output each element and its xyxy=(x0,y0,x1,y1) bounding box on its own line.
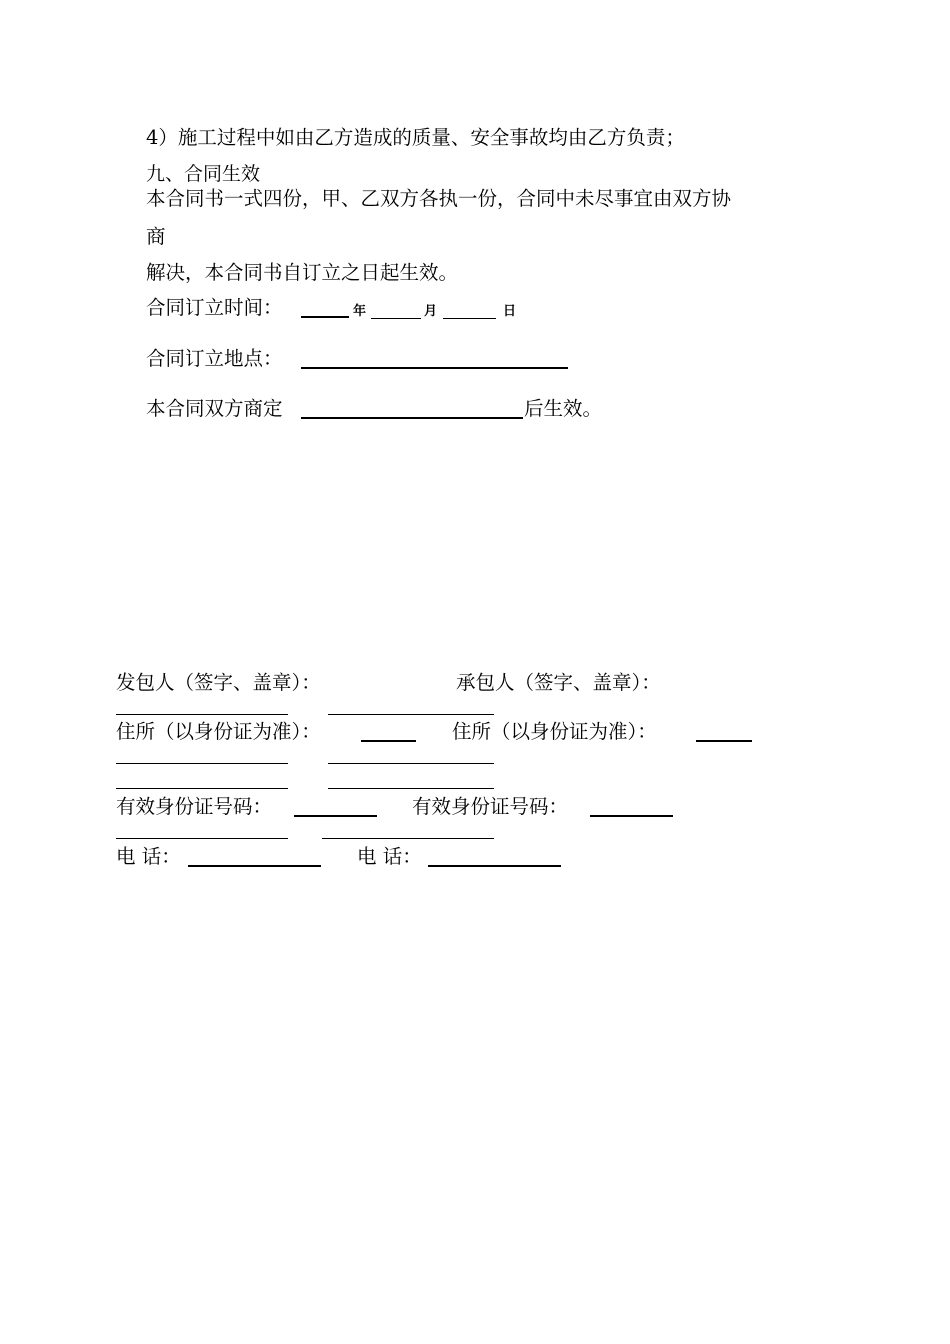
contractor-address-label: 住所（以身份证为准）： xyxy=(452,720,657,743)
employer-signature-label: 发包人（签字、盖章）： xyxy=(116,671,321,694)
employer-id-blank-2[interactable] xyxy=(116,838,288,839)
contractor-signature-blank[interactable] xyxy=(328,714,494,715)
effect-paragraph-line-2: 商 xyxy=(146,225,166,248)
contractor-id-blank-2[interactable] xyxy=(322,838,494,839)
effect-paragraph-line-3: 解决，本合同书自订立之日起生效。 xyxy=(146,261,459,284)
date-day-label: 日 xyxy=(503,304,517,319)
contractor-address-blank-2[interactable] xyxy=(328,763,494,764)
employer-signature-blank[interactable] xyxy=(116,714,288,715)
employer-phone-blank[interactable] xyxy=(188,865,321,867)
employer-address-blank-3[interactable] xyxy=(116,788,288,789)
effect-paragraph-line-1: 本合同书一式四份，甲、乙双方各执一份，合同中未尽事宜由双方协 xyxy=(146,187,732,210)
date-year-blank[interactable] xyxy=(301,316,349,318)
contractor-address-blank[interactable] xyxy=(696,740,752,742)
employer-address-blank[interactable] xyxy=(361,740,416,742)
place-label: 合同订立地点： xyxy=(146,347,283,370)
contractor-id-label: 有效身份证号码： xyxy=(412,795,569,818)
section-9-title: 九、合同生效 xyxy=(146,163,261,185)
contractor-phone-blank[interactable] xyxy=(428,865,561,867)
effective-condition-blank[interactable] xyxy=(301,417,523,419)
date-day-blank[interactable] xyxy=(443,318,496,319)
employer-address-label: 住所（以身份证为准）： xyxy=(116,720,321,743)
contractor-id-blank[interactable] xyxy=(590,815,673,817)
employer-id-label: 有效身份证号码： xyxy=(116,795,273,818)
date-label: 合同订立时间： xyxy=(146,296,283,319)
clause-item-4: 4）施工过程中如由乙方造成的质量、安全事故均由乙方负责； xyxy=(146,126,685,149)
date-month-blank[interactable] xyxy=(371,318,421,319)
date-year-label: 年 xyxy=(353,304,367,319)
contractor-address-blank-3[interactable] xyxy=(328,788,494,789)
effective-suffix: 后生效。 xyxy=(524,397,603,420)
place-blank[interactable] xyxy=(301,367,568,369)
employer-address-blank-2[interactable] xyxy=(116,763,288,764)
employer-id-blank[interactable] xyxy=(294,815,377,817)
date-month-label: 月 xyxy=(424,304,438,319)
employer-phone-label: 电 话： xyxy=(116,845,181,868)
contractor-phone-label: 电 话： xyxy=(357,845,422,868)
effective-prefix: 本合同双方商定 xyxy=(146,397,283,420)
contractor-signature-label: 承包人（签字、盖章）： xyxy=(456,671,661,694)
